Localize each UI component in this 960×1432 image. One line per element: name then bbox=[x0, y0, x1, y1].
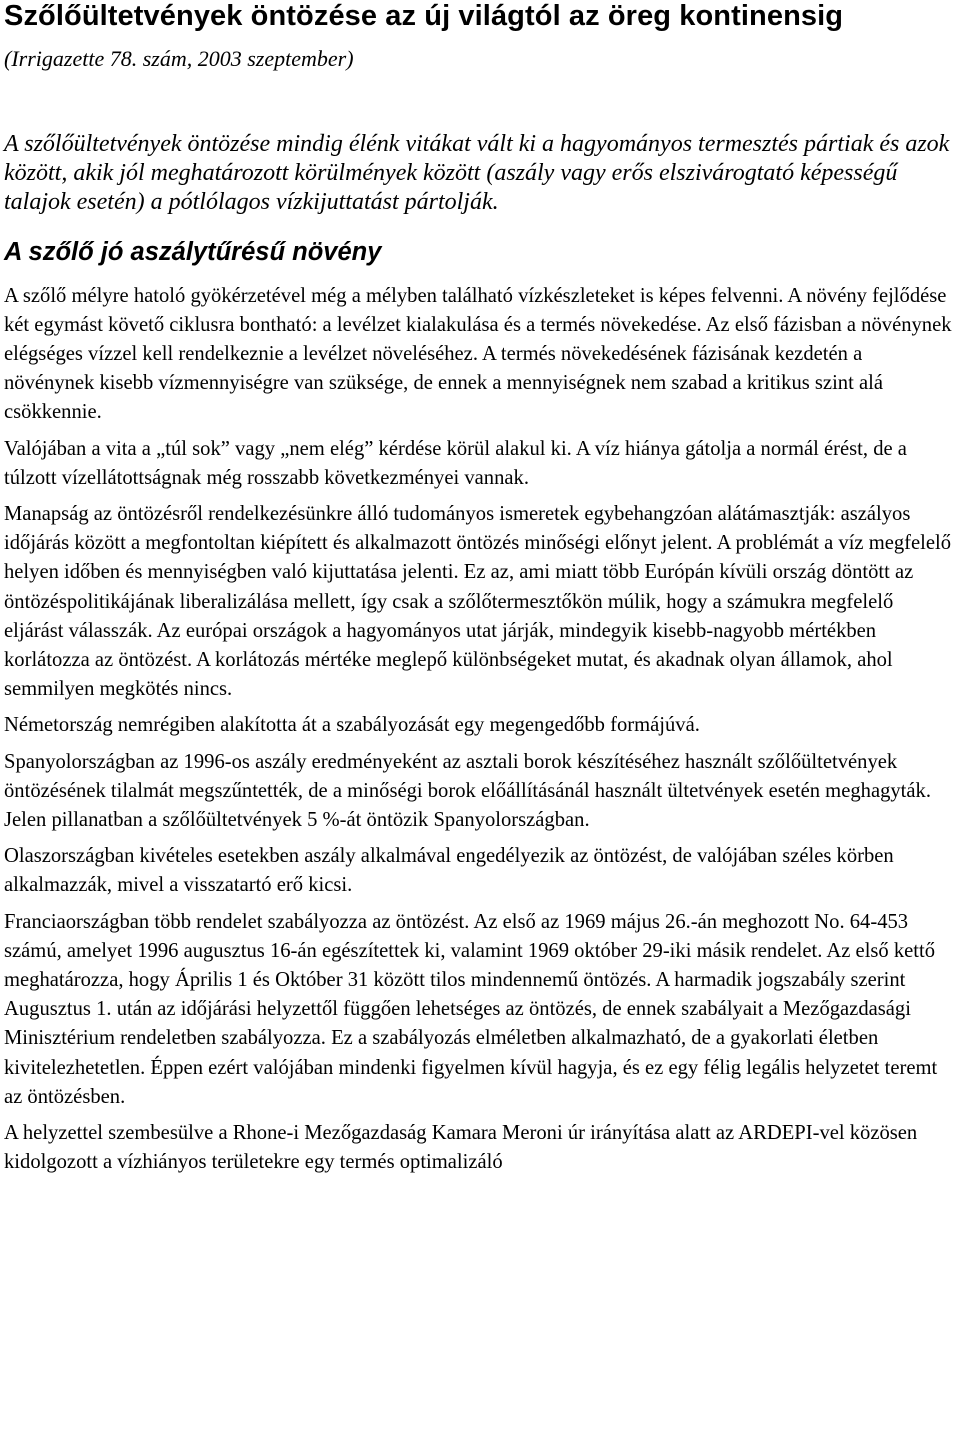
article-title: Szőlőültetvények öntözése az új világtól az öreg kontinensig bbox=[4, 0, 844, 32]
paragraph-7: Franciaországban több rendelet szabályozza az öntözést. Az első az 1969 május 26.-án meghozott No. 64-453 számú, amelyet 1996 augusztus 16-án egészítettek ki, valamint 1969 október 29-iki másik rendelet. Az első kettő meghatározza, hogy Április 1 és Október 31 között tilos mindennemű öntözés. A harmadik jogszabály szerint Augusztus 1. után az időjárási helyzettől függően lehetséges az öntözés, de ennek szabályait a Mezőgazdasági Minisztérium rendeletben szabályozza. Ez a szabályozás elméletben alkalmazható, de a gyakorlati életben kivitelezhetetlen. Éppen ezért valójában mindenki figyelmen kívül hagyja, és ez egy félig legális helyzetet teremt az öntözésben. bbox=[4, 910, 938, 1108]
paragraph-5: Spanyolországban az 1996-os aszály eredményeként az asztali borok készítéséhez használt szőlőültetvények öntözésének tilalmát megszűntették, de a minőségi borok előállításánál használt ültetvények esetén meghagyták. Jelen pillanatban a szőlőültetvények 5 %-át öntözik Spanyolországban. bbox=[4, 750, 931, 832]
article-source: (Irrigazette 78. szám, 2003 szeptember) bbox=[4, 46, 354, 71]
paragraph-3: Manapság az öntözésről rendelkezésünkre álló tudományos ismeretek egybehangzóan alátámasztják: aszályos időjárás között a megfontoltan kiépített és alkalmazott öntözés minőségi előnyt jelent. A problémát a víz megfelelő helyen időben és mennyiségben való kijuttatása jelenti. Ez az, ami miatt több Európán kívüli ország döntött az öntözéspolitikájának liberalizálása mellett, így csak a szőlőtermesztőkön múlik, hogy a számukra megfelelő eljárást válasszák. Az európai országok a hagyományos utat járják, mindegyik kisebb-nagyobb mértékben korlátozza az öntözést. A korlátozás mértéke meglepő különbségeket mutat, és akadnak olyan államok, ahol semmilyen megkötés nincs. bbox=[4, 503, 952, 701]
article-lead: A szőlőültetvények öntözése mindig élénk vitákat vált ki a hagyományos termesztés pártiak és azok között, akik jól meghatározott körülmények között (aszály vagy erős elszivárogtató képességű talajok esetén) a pótlólagos vízkijuttatást pártolják. bbox=[4, 131, 950, 216]
paragraph-8: A helyzettel szembesülve a Rhone-i Mezőgazdaság Kamara Meroni úr irányítása alatt az ARDEPI-vel közösen kidolgozott a vízhiányos területekre egy termés optimalizáló bbox=[4, 1122, 918, 1174]
paragraph-6: Olaszországban kivételes esetekben aszály alkalmával engedélyezik az öntözést, de valójában széles körben alkalmazzák, mivel a visszatartó erő kicsi. bbox=[4, 845, 894, 897]
document-page bbox=[4, 0, 956, 1178]
paragraph-2: Valójában a vita a „túl sok” vagy „nem elég” kérdése körül alakul ki. A víz hiánya gátolja a normál érést, de a túlzott vízellátottságnak még rosszabb következményei vannak. bbox=[4, 437, 907, 489]
section-heading: A szőlő jó aszálytűrésű növény bbox=[4, 237, 382, 266]
paragraph-4: Németország nemrégiben alakította át a szabályozását egy megengedőbb formájúvá. bbox=[4, 714, 700, 737]
paragraph-1: A szőlő mélyre hatoló gyökérzetével még a mélyben található vízkészleteket is képes felvenni. A növény fejlődése két egymást követő ciklusra bontható: a levélzet kialakulása és a termés növekedése. Az első fázisban a növénynek elégséges vízzel kell rendelkeznie a levélzet növeléséhez. A termés növekedésének fázisának kezdetén a növénynek kisebb vízmennyiségre van szüksége, de ennek a mennyiségnek nem szabad a kritikus szint alá csökkennie. bbox=[4, 284, 952, 424]
